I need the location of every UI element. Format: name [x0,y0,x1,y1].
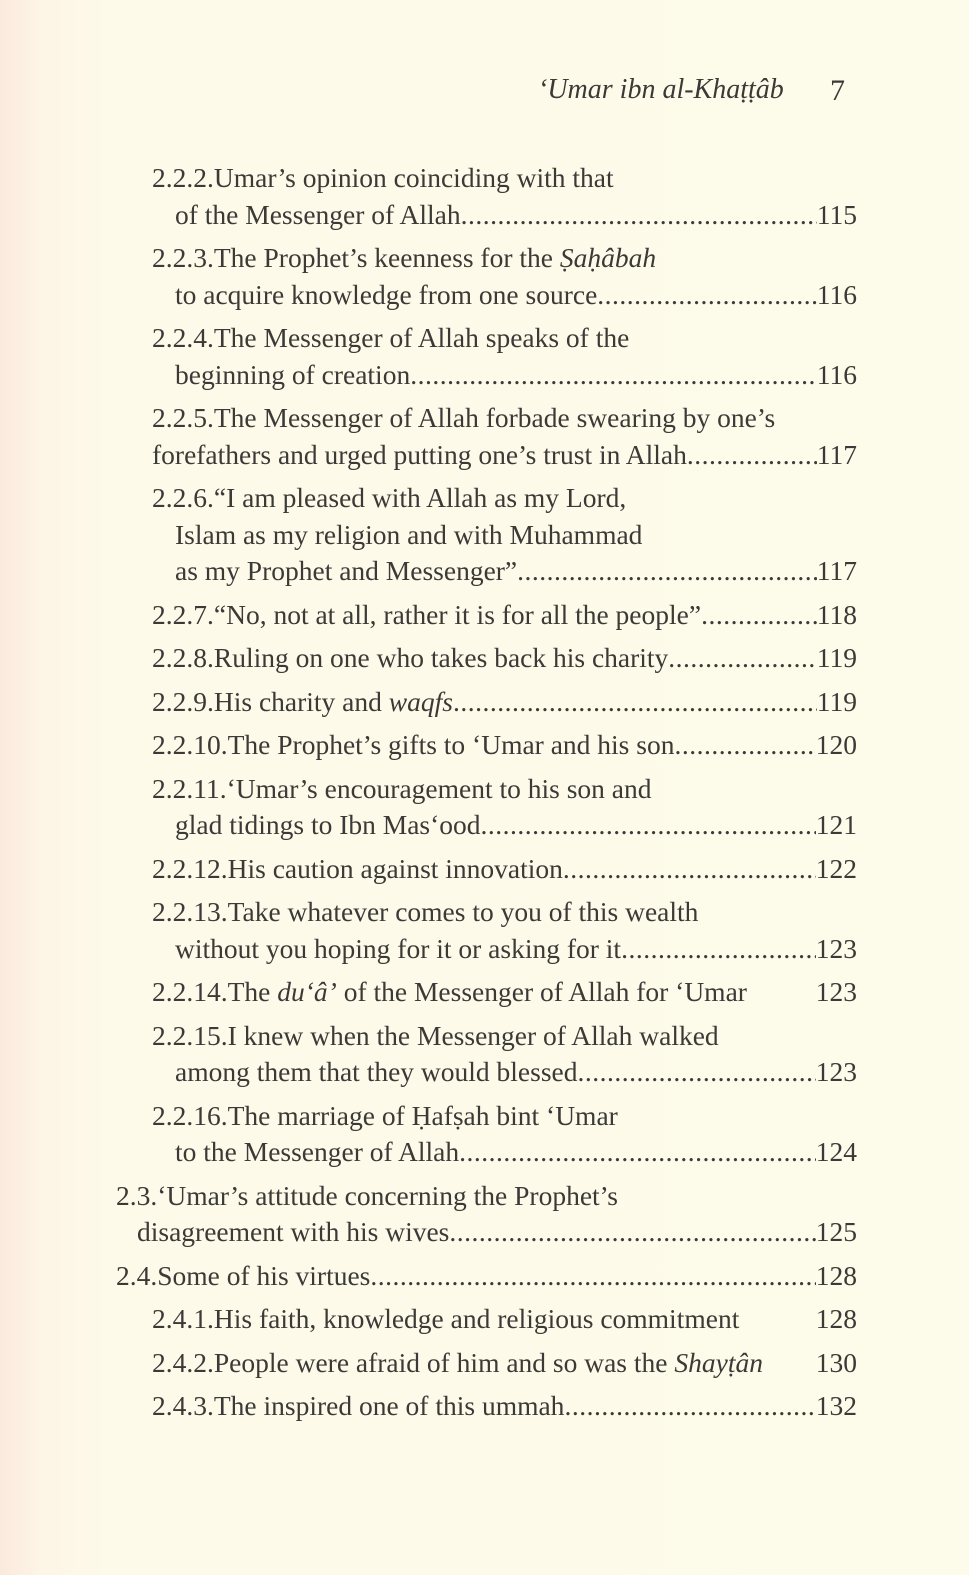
toc-entry-line [0,1258,857,1295]
toc-entry-text: Ruling on one who takes back his charity [213,642,669,673]
toc-page-number: 128 [815,1303,857,1334]
toc-page-number: 117 [816,555,857,586]
toc-entry[interactable] [0,480,969,590]
toc-entry-text: The inspired one of this ummah [213,1390,565,1421]
toc-entry-line [0,1345,857,1382]
dot-leader [449,1214,815,1251]
toc-entry-text: to the Messenger of Allah [175,1136,460,1167]
toc-entry-number: 2.2.9. [152,685,214,717]
dot-leader [597,277,816,314]
toc-entry[interactable] [0,974,969,1011]
toc-entry-text: without you hoping for it or asking for it [175,932,622,964]
dot-leader [674,727,815,764]
dot-leader [621,931,816,968]
toc-entry[interactable] [0,320,969,393]
toc-page-number: 123 [815,976,857,1007]
toc-entry-text: His faith, knowledge and religious commitment [213,1303,740,1334]
toc-entry-text: of the Messenger of Allah [175,198,461,230]
toc-entry-line [0,357,857,394]
toc-page-number: 116 [816,358,857,390]
toc-entry-line [0,553,857,590]
dot-leader [517,553,817,590]
toc-page-number: 119 [816,642,857,673]
toc-entry-text: du‘â’ [277,976,337,1007]
toc-page-number: 121 [815,809,857,840]
toc-entry-line [0,894,857,931]
toc-entry-line [0,807,857,844]
dot-leader [453,684,817,721]
toc-entry[interactable] [0,400,969,473]
dot-leader [564,1388,815,1425]
toc-entry-number: 2.2.3. [152,242,214,273]
toc-entry-text: Ṣaḥâbah [559,242,657,273]
toc-entry[interactable] [0,771,969,844]
toc-entry-text: The Prophet’s keenness for the [213,242,560,273]
toc-entry-number: 2.2.4. [152,322,214,353]
toc-entry-text: beginning of creation [175,358,411,390]
toc-page-number: 119 [816,685,857,717]
toc-page-number: 122 [815,852,857,884]
toc-entry-line [0,1134,857,1171]
dot-leader [410,357,817,394]
toc-entry-line [0,597,857,634]
toc-page-number: 132 [815,1390,857,1421]
toc-entry-line [0,1214,857,1251]
dot-leader [370,1258,815,1295]
page-number: 7 [830,74,845,107]
toc-entry-text: Umar’s opinion coinciding with that [213,162,614,193]
toc-entry-text: His caution against innovation [227,852,563,884]
toc-entry-text: waqfs [388,685,453,717]
toc-entry-line [0,437,857,474]
toc-entry-text: “No, not at all, rather it is for all the people” [213,598,702,630]
toc-entry-number: 2.4.1. [152,1303,214,1334]
toc-entry-line [0,1054,857,1091]
toc-page-number: 123 [815,932,857,964]
toc-entry-line [0,1388,857,1425]
toc-entry[interactable] [0,727,969,764]
toc-entry-text: The Prophet’s gifts to ‘Umar and his son [227,729,675,760]
toc-entry-text: I knew when the Messenger of Allah walked [227,1019,719,1051]
toc-page-number: 118 [816,598,857,630]
toc-entry-number: 2.4.3. [152,1390,214,1421]
toc-entry-line [0,240,857,277]
dot-leader [578,1054,816,1091]
dot-leader [701,597,817,634]
toc-entry-line [0,640,857,677]
toc-entry-text: The Messenger of Allah speaks of the [213,322,630,353]
toc-page-number: 115 [816,198,857,230]
toc-entry-text: Shayṭân [674,1346,763,1378]
spacer [739,1301,815,1338]
toc-entry-text: The Messenger of Allah forbade swearing by one’s [213,402,776,433]
toc-page-number: 123 [815,1056,857,1087]
toc-entry-number: 2.2.10. [152,729,228,760]
toc-entry[interactable] [0,1388,969,1425]
toc-entry-line [0,197,857,234]
toc-page-number: 120 [815,729,857,760]
toc-entry-line [0,727,857,764]
toc-entry-line [0,1178,857,1215]
toc-entry-text: glad tidings to Ibn Mas‘ood [175,809,481,840]
dot-leader [481,807,816,844]
toc-entry[interactable] [0,597,969,634]
toc-entry-text: Islam as my religion and with Muhammad [175,518,643,550]
toc-entry-number: 2.2.12. [152,852,228,884]
dot-leader [459,1134,816,1171]
toc-entry[interactable] [0,160,969,233]
toc-entry-line [0,1098,857,1135]
toc-entry-number: 2.2.5. [152,402,214,433]
toc-entry-line [0,400,857,437]
toc-entry-text: disagreement with his wives [137,1216,450,1247]
spacer [763,1345,816,1382]
toc-entry[interactable] [0,684,969,721]
spacer [747,974,816,1011]
toc-entry-text: as my Prophet and Messenger” [175,555,518,586]
toc-entry-text: The [227,976,278,1007]
toc-entry[interactable] [0,894,969,967]
toc-entry-number: 2.2.13. [152,896,228,927]
toc-entry-line [0,1018,857,1055]
toc-entry-text: of the Messenger of Allah for ‘Umar [336,976,747,1007]
toc-entry-number: 2.4.2. [152,1346,214,1378]
toc-entry-text: “I am pleased with Allah as my Lord, [213,482,627,513]
toc-entry-text: ‘Umar’s attitude concerning the Prophet’s [157,1179,619,1211]
dot-leader [687,437,817,474]
toc-entry[interactable] [0,1018,969,1091]
toc-entry[interactable] [0,1098,969,1171]
toc-entry-number: 2.4. [116,1259,158,1291]
toc-entry-line [0,320,857,357]
toc-entry-text: among them that they would blessed [175,1056,578,1087]
dot-leader [668,640,816,677]
toc-entry-line [0,160,857,197]
toc-entry-text: Some of his virtues [157,1259,371,1291]
toc-page-number: 124 [815,1136,857,1167]
toc-entry-text: Take whatever comes to you of this wealth [227,896,699,927]
toc-entry-text: The marriage of Ḥafṣah bint ‘Umar [227,1099,618,1131]
toc-entry-number: 2.2.15. [152,1019,228,1051]
running-head-title: ‘Umar ibn al-Khaṭṭâb [538,74,784,105]
toc-entry-line [0,684,857,721]
dot-leader [563,851,816,888]
toc-entry[interactable] [0,1258,969,1295]
dot-leader [461,197,817,234]
toc-entry-text: forefathers and urged putting one’s trust in Allah [152,438,687,470]
toc-entry-line [0,771,857,808]
toc-entry-line [0,480,857,517]
toc-entry-number: 2.2.8. [152,642,214,673]
toc-entry-number: 2.2.2. [152,162,214,193]
toc-entry[interactable] [0,640,969,677]
table-of-contents [0,160,969,1432]
toc-entry-number: 2.2.14. [152,976,228,1007]
toc-entry[interactable] [0,851,969,888]
toc-entry-number: 2.2.7. [152,598,214,630]
toc-entry-line [0,277,857,314]
toc-entry-line [0,851,857,888]
toc-entry[interactable] [0,1301,969,1338]
toc-entry-text: His charity and [213,685,389,717]
toc-entry[interactable] [0,240,969,313]
toc-page-number: 116 [816,278,857,310]
toc-entry-line [0,517,857,554]
toc-page-number: 130 [815,1346,857,1378]
toc-entry-line [0,1301,857,1338]
toc-entry-line [0,974,857,1011]
toc-entry-text: ‘Umar’s encouragement to his son and [226,772,652,804]
toc-entry-number: 2.2.16. [152,1099,228,1131]
toc-entry-number: 2.2.11. [152,772,227,804]
toc-entry-number: 2.2.6. [152,482,214,513]
toc-entry[interactable] [0,1345,969,1382]
toc-entry-text: to acquire knowledge from one source [175,278,598,310]
toc-page-number: 125 [815,1216,857,1247]
toc-entry-line [0,931,857,968]
toc-page-number: 128 [815,1259,857,1291]
toc-entry[interactable] [0,1178,969,1251]
toc-entry-text: People were afraid of him and so was the [213,1346,675,1378]
toc-entry-number: 2.3. [116,1179,158,1211]
toc-page-number: 117 [816,438,857,470]
